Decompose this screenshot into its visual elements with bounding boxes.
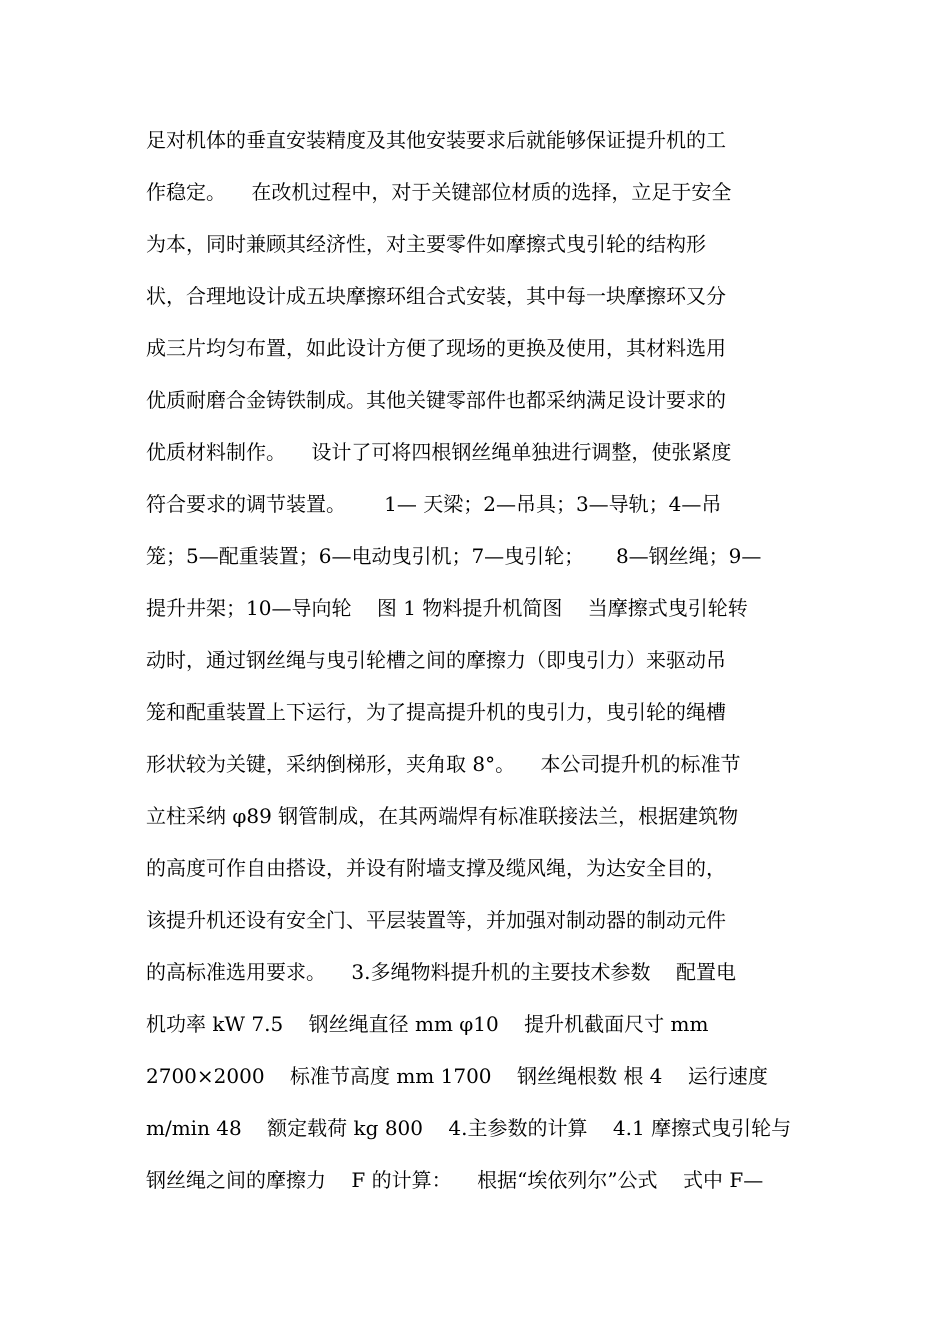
text-line: 状，合理地设计成五块摩擦环组合式安装，其中每一块摩擦环又分 xyxy=(146,284,726,308)
text-line: 足对机体的垂直安装精度及其他安装要求后就能够保证提升机的工 xyxy=(146,128,726,152)
text-line: 形状较为关键，采纳倒梯形，夹角取 8°。 本公司提升机的标准节 xyxy=(146,752,741,776)
text-line: 该提升机还设有安全门、平层装置等，并加强对制动器的制动元件 xyxy=(146,908,726,932)
text-line: 2700×2000 标准节高度 mm 1700 钢丝绳根数 根 4 运行速度 xyxy=(146,1064,768,1088)
text-line: 优质材料制作。 设计了可将四根钢丝绳单独进行调整，使张紧度 xyxy=(146,440,732,464)
text-line: 立柱采纳 φ89 钢管制成，在其两端焊有标准联接法兰，根据建筑物 xyxy=(146,804,739,828)
text-line: 动时，通过钢丝绳与曳引轮槽之间的摩擦力（即曳引力）来驱动吊 xyxy=(146,648,726,672)
text-line: 的高度可作自由搭设，并设有附墙支撑及缆风绳，为达安全目的， xyxy=(146,856,726,880)
text-line: 优质耐磨合金铸铁制成。其他关键零部件也都采纳满足设计要求的 xyxy=(146,388,726,412)
text-line: 的高标准选用要求。 3.多绳物料提升机的主要技术参数 配置电 xyxy=(146,960,736,984)
body-text xyxy=(146,114,826,1206)
text-line: 提升井架；10—导向轮 图 1 物料提升机简图 当摩擦式曳引轮转 xyxy=(146,596,748,620)
text-line: 为本，同时兼顾其经济性，对主要零件如摩擦式曳引轮的结构形 xyxy=(146,232,706,256)
text-line: 笼和配重装置上下运行，为了提高提升机的曳引力，曳引轮的绳槽 xyxy=(146,700,726,724)
text-line: 符合要求的调节装置。 1— 天梁；2—吊具；3—导轨；4—吊 xyxy=(146,492,722,516)
text-line: 作稳定。 在改机过程中，对于关键部位材质的选择，立足于安全 xyxy=(146,180,732,204)
text-line: 机功率 kW 7.5 钢丝绳直径 mm φ10 提升机截面尺寸 mm xyxy=(146,1012,709,1036)
text-line: 成三片均匀布置，如此设计方便了现场的更换及使用，其材料选用 xyxy=(146,336,726,360)
text-line: 钢丝绳之间的摩擦力 F 的计算： 根据“埃依列尔”公式 式中 F— xyxy=(146,1168,764,1192)
text-line: m/min 48 额定载荷 kg 800 4.主参数的计算 4.1 摩擦式曳引轮与 xyxy=(146,1116,792,1140)
text-line: 笼；5—配重装置；6—电动曳引机；7—曳引轮； 8—钢丝绳；9— xyxy=(146,544,762,568)
